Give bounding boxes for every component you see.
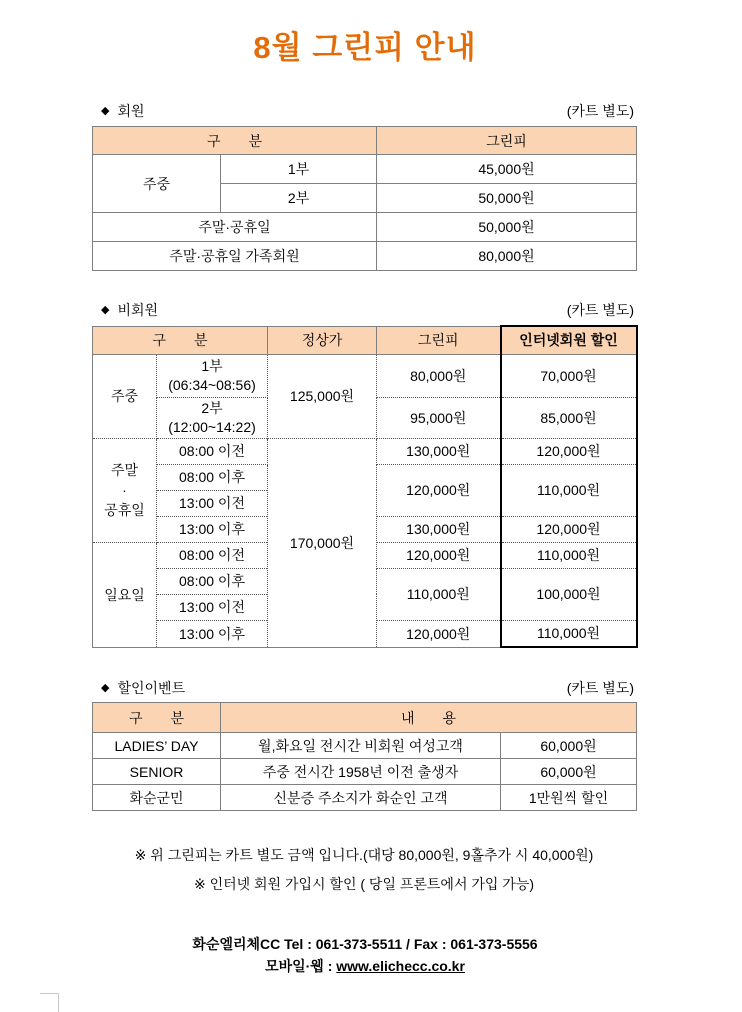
time-slot: 13:00 이전 <box>157 490 268 516</box>
time-slot: 08:00 이후 <box>157 464 268 490</box>
green-fee: 80,000원 <box>377 354 501 397</box>
time-slot: 08:00 이전 <box>157 438 268 464</box>
table-row <box>93 759 637 785</box>
header-green-fee: 그린피 <box>377 326 501 354</box>
contact-info: 화순엘리체CC Tel : 061-373-5511 / Fax : 061-373-5556 <box>192 936 538 952</box>
internet-fee: 85,000원 <box>501 397 637 438</box>
header-internet-discount: 인터넷회원 할인 <box>501 326 637 354</box>
internet-fee: 120,000원 <box>501 438 637 464</box>
green-fee: 110,000원 <box>377 568 501 620</box>
nonmember-section-heading <box>92 300 636 320</box>
header-category: 구 분 <box>93 127 377 155</box>
fee-value: 45,000원 <box>377 155 637 184</box>
page-corner-mark-horizontal <box>40 993 58 994</box>
table-row <box>93 354 637 397</box>
table-header-row <box>93 127 637 155</box>
header-content: 내 용 <box>221 703 637 733</box>
green-fee: 120,000원 <box>377 464 501 516</box>
table-row <box>93 213 637 242</box>
part-name: 1부 <box>221 155 377 184</box>
page-corner-mark-vertical <box>58 993 59 1012</box>
member-cart-note: (카트 별도) <box>566 103 634 119</box>
weekend-label-line: · <box>122 482 127 498</box>
member-section-heading <box>92 101 636 121</box>
events-section-heading <box>92 678 636 698</box>
green-fee: 120,000원 <box>377 542 501 568</box>
header-regular-price: 정상가 <box>268 326 377 354</box>
sunday-label: 일요일 <box>93 542 157 647</box>
discount-events-table <box>92 702 637 811</box>
header-green-fee: 그린피 <box>377 127 637 155</box>
part-time: (06:34~08:56) <box>168 376 256 393</box>
event-price: 60,000원 <box>501 733 637 759</box>
table-row <box>93 155 637 184</box>
header-category: 구 분 <box>93 326 268 354</box>
table-row <box>93 733 637 759</box>
member-fee-table <box>92 126 637 271</box>
part-cell <box>157 354 268 397</box>
table-row <box>93 785 637 811</box>
time-slot: 13:00 이전 <box>157 594 268 620</box>
part-name: 2부 <box>221 184 377 213</box>
part-name: 1부 <box>201 357 223 374</box>
member-section-label: 회원 <box>117 103 145 119</box>
weekday-label: 주중 <box>93 155 221 213</box>
event-description: 주중 전시간 1958년 이전 출생자 <box>221 759 501 785</box>
time-slot: 13:00 이후 <box>157 516 268 542</box>
event-price: 60,000원 <box>501 759 637 785</box>
internet-fee: 100,000원 <box>501 568 637 620</box>
diamond-bullet-icon: ◆ <box>101 682 110 694</box>
header-category: 구 분 <box>93 703 221 733</box>
family-label: 주말·공휴일 가족회원 <box>93 242 377 271</box>
regular-price: 170,000원 <box>268 438 377 647</box>
website-line <box>0 955 730 977</box>
green-fee: 130,000원 <box>377 438 501 464</box>
weekday-label: 주중 <box>93 354 157 438</box>
weekend-label-line: 주말 <box>110 462 139 478</box>
table-row <box>93 438 637 464</box>
weekend-label <box>93 438 157 542</box>
part-time: (12:00~14:22) <box>168 418 256 435</box>
internet-fee: 110,000원 <box>501 620 637 647</box>
events-section-label-wrap <box>92 678 185 698</box>
table-header-row <box>93 703 637 733</box>
website-label: 모바일·웹 : <box>265 958 337 974</box>
event-name: LADIES’ DAY <box>93 733 221 759</box>
part-name: 2부 <box>201 399 223 416</box>
events-section-label: 할인이벤트 <box>117 680 186 696</box>
time-slot: 13:00 이후 <box>157 620 268 647</box>
time-slot: 08:00 이전 <box>157 542 268 568</box>
fee-value: 80,000원 <box>377 242 637 271</box>
event-description: 신분증 주소지가 화순인 고객 <box>221 785 501 811</box>
internet-fee: 120,000원 <box>501 516 637 542</box>
event-name: 화순군민 <box>93 785 221 811</box>
internet-signup-note: ※ 인터넷 회원 가입시 할인 ( 당일 프론트에서 가입 가능) <box>193 876 535 892</box>
green-fee: 130,000원 <box>377 516 501 542</box>
nonmember-cart-note: (카트 별도) <box>566 302 634 318</box>
weekend-label-line: 공휴일 <box>104 502 145 518</box>
nonmember-section-label: 비회원 <box>117 302 159 318</box>
website-link[interactable]: www.elichecc.co.kr <box>336 958 465 974</box>
regular-price: 125,000원 <box>268 354 377 438</box>
event-name: SENIOR <box>93 759 221 785</box>
fee-value: 50,000원 <box>377 213 637 242</box>
page-title: 8월 그린피 안내 <box>253 30 477 65</box>
member-section-label-wrap <box>92 101 145 121</box>
nonmember-fee-table <box>92 325 638 648</box>
table-header-row <box>93 326 637 354</box>
cart-fee-note: ※ 위 그린피는 카트 별도 금액 입니다.(대당 80,000원, 9홀추가 시 40,000원) <box>134 847 594 863</box>
internet-fee: 70,000원 <box>501 354 637 397</box>
event-description: 월,화요일 전시간 비회원 여성고객 <box>221 733 501 759</box>
internet-fee: 110,000원 <box>501 464 637 516</box>
diamond-bullet-icon: ◆ <box>101 105 110 117</box>
event-price: 1만원씩 할인 <box>501 785 637 811</box>
table-row <box>93 242 637 271</box>
weekend-label: 주말·공휴일 <box>93 213 377 242</box>
green-fee: 95,000원 <box>377 397 501 438</box>
diamond-bullet-icon: ◆ <box>101 304 110 316</box>
part-cell <box>157 397 268 438</box>
green-fee: 120,000원 <box>377 620 501 647</box>
internet-fee: 110,000원 <box>501 542 637 568</box>
time-slot: 08:00 이후 <box>157 568 268 594</box>
nonmember-section-label-wrap <box>92 300 158 320</box>
events-cart-note: (카트 별도) <box>566 680 634 696</box>
fee-value: 50,000원 <box>377 184 637 213</box>
